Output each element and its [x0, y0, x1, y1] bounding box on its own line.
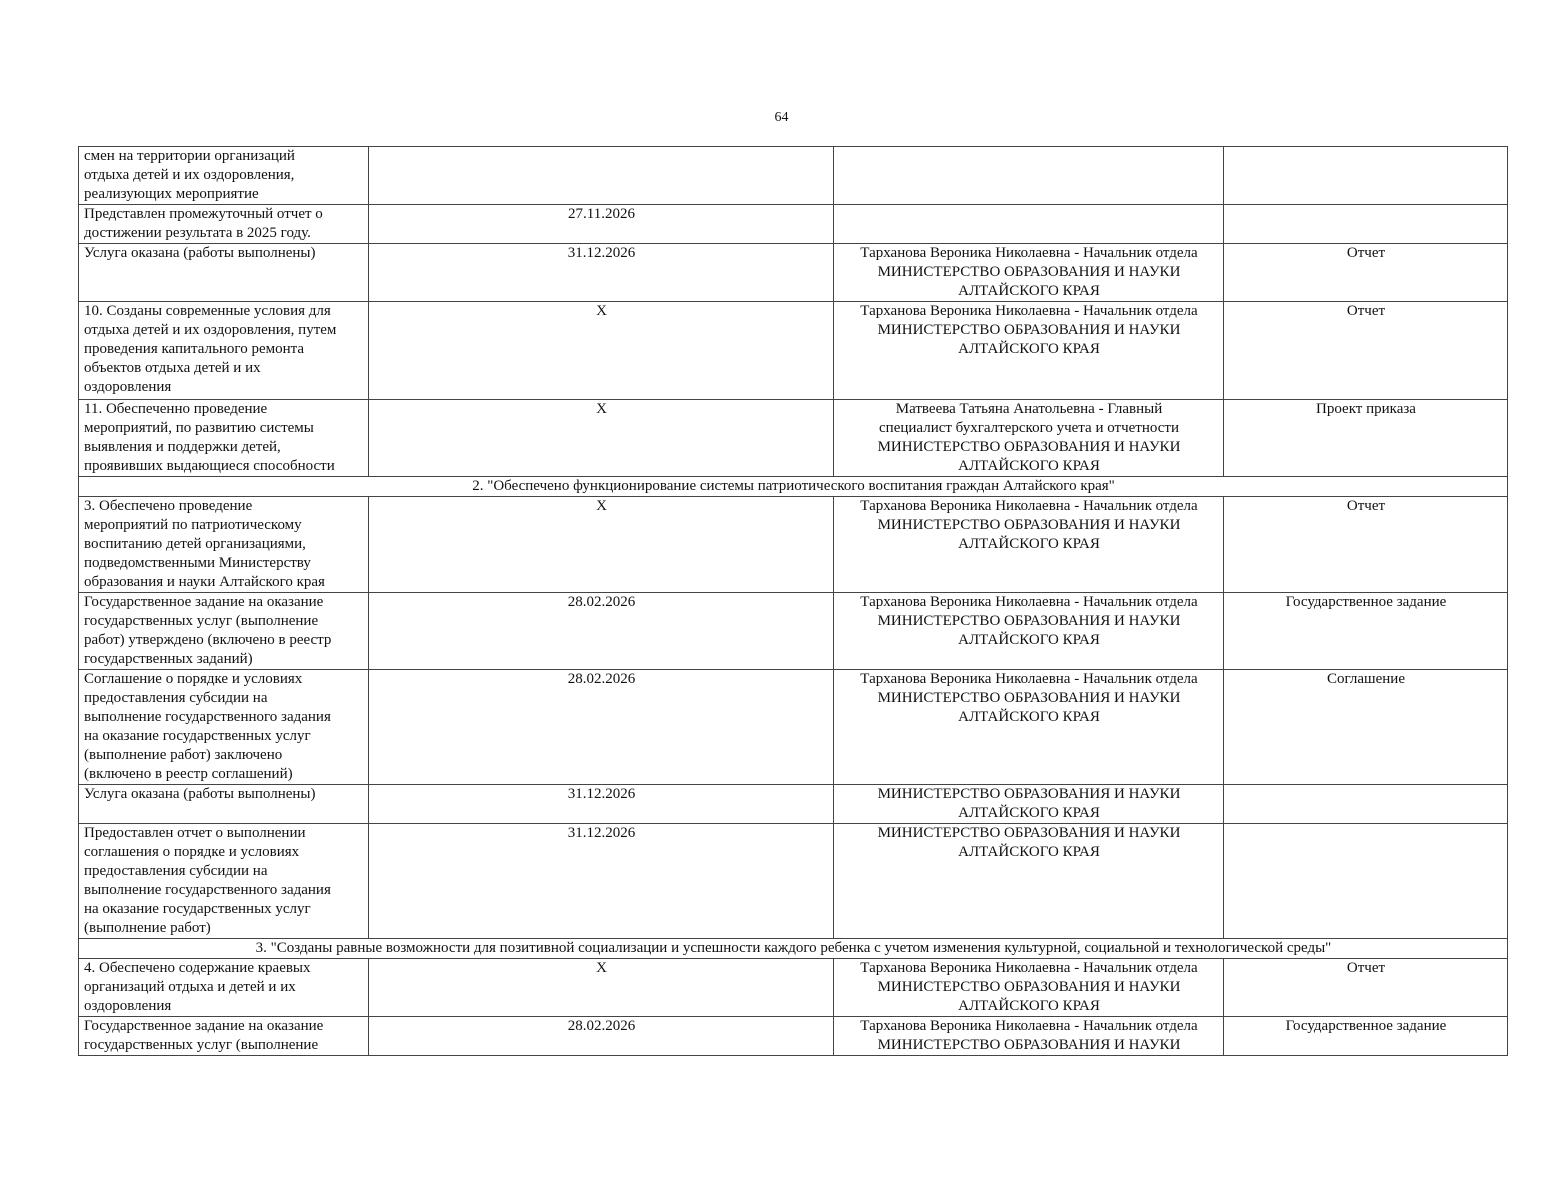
result-cell: 11. Обеспеченно проведение мероприятий, по развитию системы выявления и поддержки детей, проявивших выдающиеся способности	[79, 400, 369, 477]
responsible-cell: Тарханова Вероника Николаевна - Начальник отдела МИНИСТЕРСТВО ОБРАЗОВАНИЯ И НАУКИ АЛТАЙСКОГО КРАЯ	[834, 302, 1224, 400]
result-cell: 10. Созданы современные условия для отдыха детей и их оздоровления, путем проведения капитального ремонта объектов отдыха детей и их оздоровления	[79, 302, 369, 400]
document-cell: Соглашение	[1224, 670, 1508, 785]
date-cell: 31.12.2026	[369, 785, 834, 824]
document-cell	[1224, 824, 1508, 939]
table-row	[79, 147, 1508, 205]
document-cell: Отчет	[1224, 959, 1508, 1017]
table-row	[79, 824, 1508, 939]
document-cell: Проект приказа	[1224, 400, 1508, 477]
result-cell: Представлен промежуточный отчет о достижении результата в 2025 году.	[79, 205, 369, 244]
result-cell: Услуга оказана (работы выполнены)	[79, 785, 369, 824]
table-body	[79, 147, 1508, 1056]
table-row	[79, 670, 1508, 785]
result-cell: Предоставлен отчет о выполнении соглашения о порядке и условиях предоставления субсидии на выполнение государственного задания на оказание государственных услуг (выполнение работ)	[79, 824, 369, 939]
result-cell: Услуга оказана (работы выполнены)	[79, 244, 369, 302]
table-row	[79, 593, 1508, 670]
responsible-cell: Тарханова Вероника Николаевна - Начальник отдела МИНИСТЕРСТВО ОБРАЗОВАНИЯ И НАУКИ АЛТАЙСКОГО КРАЯ	[834, 593, 1224, 670]
document-cell: Государственное задание	[1224, 1017, 1508, 1056]
date-cell: X	[369, 959, 834, 1017]
responsible-cell: Матвеева Татьяна Анатольевна - Главный специалист бухгалтерского учета и отчетности МИНИСТЕРСТВО ОБРАЗОВАНИЯ И НАУКИ АЛТАЙСКОГО КРАЯ	[834, 400, 1224, 477]
document-cell	[1224, 147, 1508, 205]
section-header-row	[79, 939, 1508, 959]
table-row	[79, 302, 1508, 400]
table-row	[79, 205, 1508, 244]
document-cell	[1224, 785, 1508, 824]
responsible-cell: Тарханова Вероника Николаевна - Начальник отдела МИНИСТЕРСТВО ОБРАЗОВАНИЯ И НАУКИ АЛТАЙСКОГО КРАЯ	[834, 670, 1224, 785]
responsible-cell: Тарханова Вероника Николаевна - Начальник отдела МИНИСТЕРСТВО ОБРАЗОВАНИЯ И НАУКИ	[834, 1017, 1224, 1056]
date-cell: X	[369, 400, 834, 477]
responsible-cell: Тарханова Вероника Николаевна - Начальник отдела МИНИСТЕРСТВО ОБРАЗОВАНИЯ И НАУКИ АЛТАЙСКОГО КРАЯ	[834, 244, 1224, 302]
result-cell: смен на территории организаций отдыха детей и их оздоровления, реализующих мероприятие	[79, 147, 369, 205]
date-cell	[369, 147, 834, 205]
table-row	[79, 1017, 1508, 1056]
page-number: 64	[774, 110, 789, 125]
date-cell: 28.02.2026	[369, 670, 834, 785]
responsible-cell: Тарханова Вероника Николаевна - Начальник отдела МИНИСТЕРСТВО ОБРАЗОВАНИЯ И НАУКИ АЛТАЙСКОГО КРАЯ	[834, 959, 1224, 1017]
table-row	[79, 959, 1508, 1017]
date-cell: 27.11.2026	[369, 205, 834, 244]
section-header-row	[79, 477, 1508, 497]
responsible-cell: МИНИСТЕРСТВО ОБРАЗОВАНИЯ И НАУКИ АЛТАЙСКОГО КРАЯ	[834, 824, 1224, 939]
document-cell: Отчет	[1224, 244, 1508, 302]
document-cell: Отчет	[1224, 497, 1508, 593]
date-cell: 31.12.2026	[369, 244, 834, 302]
date-cell: X	[369, 497, 834, 593]
table-row	[79, 785, 1508, 824]
table-row	[79, 497, 1508, 593]
document-cell	[1224, 205, 1508, 244]
section-title: 3. "Созданы равные возможности для позитивной социализации и успешности каждого ребенка с учетом изменения культурной, социальной и технологической среды"	[79, 939, 1508, 959]
result-cell: Государственное задание на оказание государственных услуг (выполнение	[79, 1017, 369, 1056]
document-cell: Государственное задание	[1224, 593, 1508, 670]
table-row	[79, 244, 1508, 302]
result-cell: 4. Обеспечено содержание краевых организаций отдыха и детей и их оздоровления	[79, 959, 369, 1017]
date-cell: 28.02.2026	[369, 1017, 834, 1056]
result-cell: Соглашение о порядке и условиях предоставления субсидии на выполнение государственного задания на оказание государственных услуг (выполнение работ) заключено (включено в реестр соглашений)	[79, 670, 369, 785]
result-cell: 3. Обеспечено проведение мероприятий по патриотическому воспитанию детей организациями, подведомственными Министерству образования и науки Алтайского края	[79, 497, 369, 593]
responsible-cell: МИНИСТЕРСТВО ОБРАЗОВАНИЯ И НАУКИ АЛТАЙСКОГО КРАЯ	[834, 785, 1224, 824]
responsible-cell: Тарханова Вероника Николаевна - Начальник отдела МИНИСТЕРСТВО ОБРАЗОВАНИЯ И НАУКИ АЛТАЙСКОГО КРАЯ	[834, 497, 1224, 593]
responsible-cell	[834, 205, 1224, 244]
table-row	[79, 400, 1508, 477]
responsible-cell	[834, 147, 1224, 205]
document-cell: Отчет	[1224, 302, 1508, 400]
date-cell: X	[369, 302, 834, 400]
date-cell: 28.02.2026	[369, 593, 834, 670]
section-title: 2. "Обеспечено функционирование системы патриотического воспитания граждан Алтайского края"	[79, 477, 1508, 497]
result-cell: Государственное задание на оказание государственных услуг (выполнение работ) утверждено (включено в реестр государственных заданий)	[79, 593, 369, 670]
date-cell: 31.12.2026	[369, 824, 834, 939]
plan-table	[78, 146, 1508, 1056]
